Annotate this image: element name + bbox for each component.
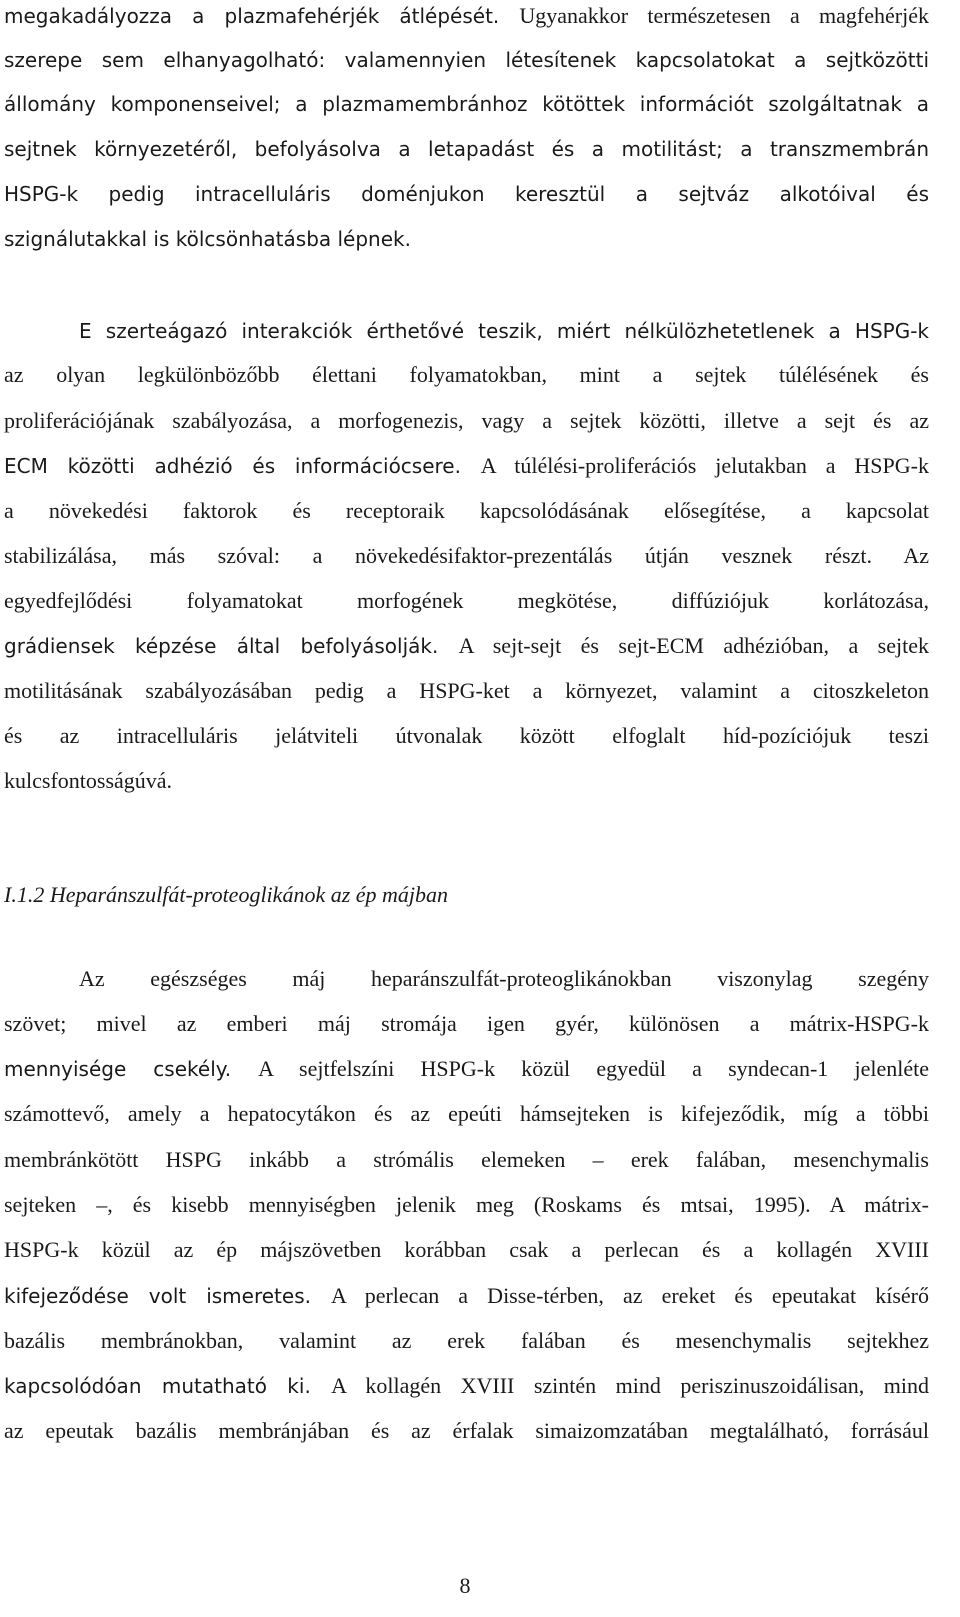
text-line: bazális membránokban, valamint az erek falában és mesenchymalis sejtekhez — [4, 1328, 929, 1353]
text-run: A sejtfelszíni HSPG-k közül egyedül a syndecan-1 jelenléte — [258, 1056, 930, 1081]
text-line: szerepe sem elhanyagolható: valamennyien létesítenek kapcsolatokat a sejtközötti — [4, 48, 929, 72]
text-line: membránkötött HSPG inkább a strómális elemeken – erek falában, mesenchymalis — [4, 1147, 929, 1172]
text-line: stabilizálása, más szóval: a növekedésifaktor-prezentálás útján vesznek részt. Az — [4, 543, 929, 568]
text-line: a növekedési faktorok és receptoraik kapcsolódásának elősegítése, a kapcsolat — [4, 498, 929, 523]
text-line: proliferációjának szabályozása, a morfogenezis, vagy a sejtek közötti, illetve a sejt és az — [4, 408, 929, 433]
text-line: motilitásának szabályozásában pedig a HSPG-ket a környezet, valamint a citoszkeleton — [4, 678, 929, 703]
text-line: állomány komponenseivel; a plazmamembránhoz kötöttek információt szolgáltatnak a — [4, 92, 929, 116]
text-line — [4, 1371, 929, 1401]
text-line: számottevő, amely a hepatocytákon és az epeúti hámsejteken is kifejeződik, míg a többi — [4, 1101, 929, 1126]
text-run: megakadályozza a plazmafehérjék átlépését. — [4, 4, 520, 28]
text-line: szignálutakkal is kölcsönhatásba lépnek. — [4, 227, 411, 251]
text-run: mennyisége csekély. — [4, 1057, 259, 1081]
text-line: és az intracelluláris jelátviteli útvonalak között elfoglalt híd-pozíciójuk teszi — [4, 723, 929, 748]
page-number: 8 — [459, 1573, 471, 1598]
text-line — [4, 1, 929, 31]
text-line: HSPG-k pedig intracelluláris doménjukon keresztül a sejtváz alkotóival és — [4, 182, 929, 206]
text-run: A perlecan a Disse-térben, az ereket és epeutakat kísérő — [330, 1283, 929, 1308]
text-line: sejtnek környezetéről, befolyásolva a letapadást és a motilitást; a transzmembrán — [4, 137, 929, 161]
text-line: HSPG-k közül az ép májszövetben korábban csak a perlecan és a kollagén XVIII — [4, 1237, 929, 1262]
text-line: sejteken –, és kisebb mennyiségben jelenik meg (Roskams és mtsai, 1995). A mátrix- — [4, 1192, 929, 1217]
text-run: ECM közötti adhézió és információcsere. — [4, 454, 481, 478]
text-line: az epeutak bazális membránjában és az érfalak simaizomzatában megtalálható, forrásául — [4, 1418, 929, 1443]
text-line — [4, 1054, 929, 1084]
text-line: egyedfejlődési folyamatokat morfogének megkötése, diffúziójuk korlátozása, — [4, 588, 929, 613]
text-line: E szerteágazó interakciók érthetővé teszik, miért nélkülözhetetlenek a HSPG-k — [79, 319, 929, 343]
section-heading: I.1.2 Heparánszulfát-proteoglikánok az ép májban — [4, 882, 449, 907]
text-line: szövet; mivel az emberi máj stromája igen gyér, különösen a mátrix-HSPG-k — [4, 1011, 929, 1036]
text-line: az olyan legkülönbözőbb élettani folyamatokban, mint a sejtek túlélésének és — [4, 362, 929, 387]
text-line: Az egészséges máj heparánszulfát-proteoglikánokban viszonylag szegény — [79, 966, 929, 991]
text-run: A kollagén XVIII szintén mind periszinuszoidálisan, mind — [331, 1373, 930, 1398]
text-line — [4, 451, 929, 481]
text-run: A túlélési-proliferációs jelutakban a HSPG-k — [480, 453, 929, 478]
text-run: kifejeződése volt ismeretes. — [4, 1284, 331, 1308]
text-run: grádiensek képzése által befolyásolják. — [4, 634, 459, 658]
text-line — [4, 1281, 929, 1311]
text-run: Ugyanakkor természetesen a magfehérjék — [519, 3, 929, 28]
text-run: kapcsolódóan mutatható ki. — [4, 1374, 332, 1398]
text-line: kulcsfontosságúvá. — [4, 768, 173, 793]
text-line — [4, 631, 929, 661]
text-run: A sejt-sejt és sejt-ECM adhézióban, a sejtek — [458, 633, 929, 658]
